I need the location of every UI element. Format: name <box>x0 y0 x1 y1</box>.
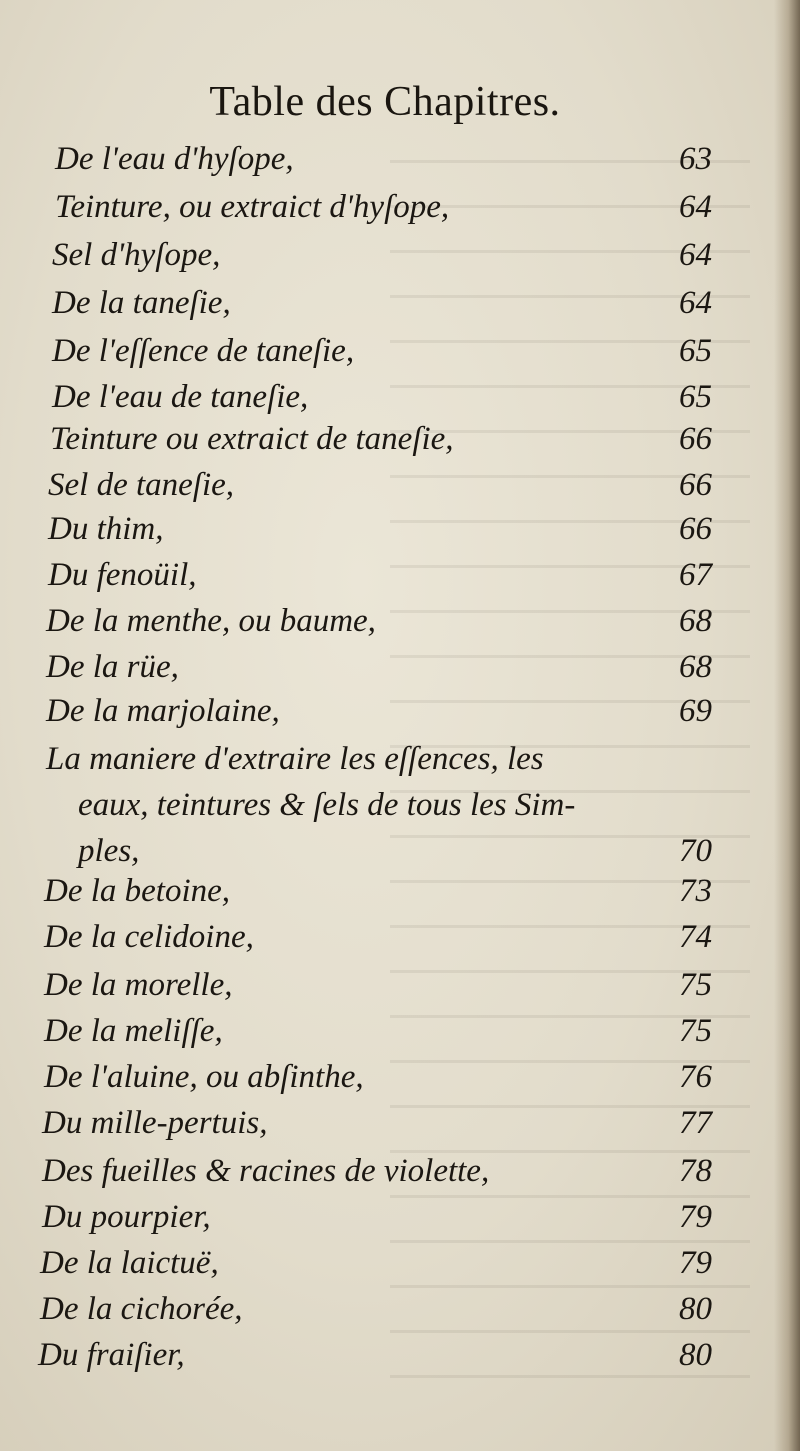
toc-entry-title: Des fueilles & racines de violette, <box>42 1153 490 1189</box>
toc-entry-title: De la morelle, <box>44 967 233 1003</box>
toc-entry-page-number: 65 <box>679 333 712 369</box>
toc-entry-title: De la cichorée, <box>40 1291 243 1327</box>
toc-entry-title: Du fenoüil, <box>48 557 197 593</box>
page-title: Table des Chapitres. <box>209 79 561 125</box>
toc-entry-page-number: 65 <box>679 379 712 415</box>
toc-entry-title: Du fraiſier, <box>38 1337 185 1373</box>
toc-entry-page-number: 80 <box>679 1337 712 1373</box>
toc-entry-page-number: 79 <box>679 1245 712 1281</box>
toc-entry-page-number: 74 <box>679 919 712 955</box>
toc-entry-title: Sel de taneſie, <box>48 467 235 503</box>
toc-entry-page-number: 64 <box>679 237 712 273</box>
toc-entry-page-number: 66 <box>679 511 712 547</box>
toc-entry-title: De la rüe, <box>46 649 179 685</box>
toc-entry-page-number: 66 <box>679 421 712 457</box>
toc-entry-page-number: 80 <box>679 1291 712 1327</box>
toc-entry-page-number: 76 <box>679 1059 712 1095</box>
toc-entry-title: eaux, teintures & ſels de tous les Sim- <box>78 787 576 823</box>
toc-entry-title: Sel d'hyſope, <box>52 237 221 273</box>
toc-entry-title: ples, <box>78 833 140 869</box>
toc-entry-title: De l'eau de taneſie, <box>52 379 309 415</box>
toc-entry-page-number: 63 <box>679 141 712 177</box>
toc-entry-page-number: 78 <box>679 1153 712 1189</box>
toc-entry-title: Du mille-pertuis, <box>42 1105 268 1141</box>
toc-entry-title: De la betoine, <box>44 873 231 909</box>
toc-entry-page-number: 73 <box>679 873 712 909</box>
toc-entry-page-number: 64 <box>679 285 712 321</box>
toc-entry-page-number: 77 <box>679 1105 712 1141</box>
toc-entry-page-number: 79 <box>679 1199 712 1235</box>
toc-entry-title: La maniere d'extraire les eſſences, les <box>46 741 544 777</box>
toc-entry-page-number: 68 <box>679 603 712 639</box>
toc-entry-page-number: 66 <box>679 467 712 503</box>
toc-entry-title: De la taneſie, <box>52 285 231 321</box>
toc-entry-title: De l'aluine, ou abſinthe, <box>44 1059 364 1095</box>
toc-entry-title: Du pourpier, <box>42 1199 211 1235</box>
toc-entry-title: Teinture, ou extraict d'hyſope, <box>55 189 450 225</box>
toc-entry-page-number: 69 <box>679 693 712 729</box>
toc-entry-page-number: 67 <box>679 557 712 593</box>
toc-entry-title: De la celidoine, <box>44 919 254 955</box>
toc-entry-title: De la laictuë, <box>40 1245 219 1281</box>
toc-entry-title: De l'eau d'hyſope, <box>55 141 294 177</box>
toc-entry-page-number: 75 <box>679 1013 712 1049</box>
toc-entry-title: De la menthe, ou baume, <box>46 603 376 639</box>
toc-entry-title: De l'eſſence de taneſie, <box>52 333 355 369</box>
toc-entry-title: De la marjolaine, <box>46 693 280 729</box>
toc-entry-title: De la meliſſe, <box>44 1013 223 1049</box>
toc-entry-title: Du thim, <box>48 511 164 547</box>
toc-entry-title: Teinture ou extraict de taneſie, <box>50 421 454 457</box>
toc-entry-page-number: 68 <box>679 649 712 685</box>
toc-entry-page-number: 64 <box>679 189 712 225</box>
toc-entry-page-number: 75 <box>679 967 712 1003</box>
toc-entry-page-number: 70 <box>679 833 712 869</box>
